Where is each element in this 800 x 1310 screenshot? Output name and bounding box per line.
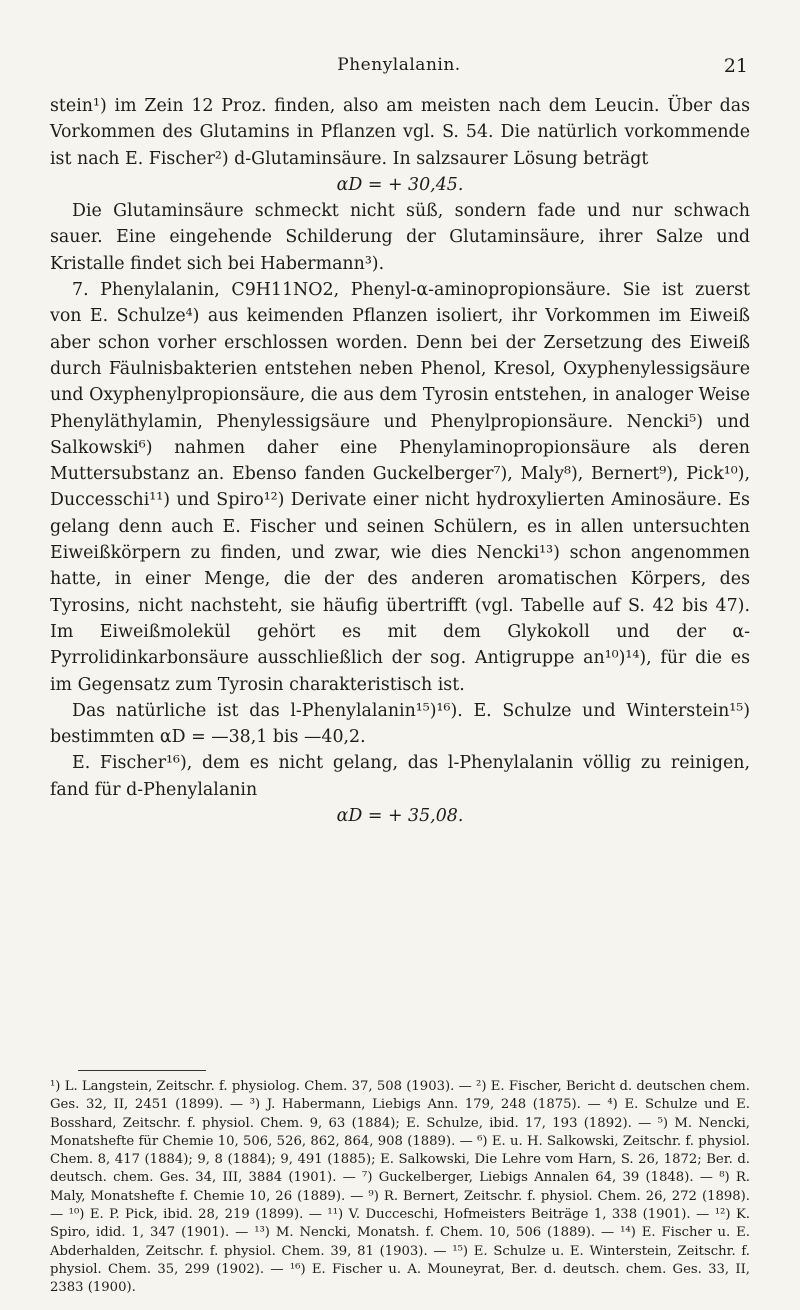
paragraph-5: E. Fischer¹⁶), dem es nicht gelang, das l-Phenylalanin völlig zu reinigen, fand für d-Phenylalanin (50, 753, 750, 800)
body-text (50, 93, 750, 829)
paragraph-2: Die Glutaminsäure schmeckt nicht süß, sondern fade und nur schwach sauer. Eine eingehende Schilderung der Glutaminsäure, ihrer Salze und Kristalle findet sich bei Habermann³). (50, 201, 750, 274)
footnote-divider (78, 1070, 206, 1071)
paragraph-1: stein¹) im Zein 12 Proz. finden, also am meisten nach dem Leucin. Über das Vorkommen des Glutamins in Pflanzen vgl. S. 54. Die natürlich vorkommende ist nach E. Fischer²) d-Glutaminsäure. In salzsaurer Lösung beträgt (50, 96, 750, 169)
page-number: 21 (723, 55, 748, 77)
footnote-block: ¹) L. Langstein, Zeitschr. f. physiolog. Chem. 37, 508 (1903). — ²) E. Fischer, Bericht d. deutschen chem. Ges. 32, II, 2451 (1899). — ³) J. Habermann, Liebigs Ann. 179, 248 (1875). — ⁴) E. Schulze und E. Bosshard, Zeitschr. f. physiol. Chem. 9, 63 (1884); E. Schulze, ibid. 17, 193 (1892). — ⁵) M. Nencki, Monatshefte für Chemie 10, 506, 526, 862, 864, 908 (1889). — ⁶) E. u. H. Salkowski, Zeitschr. f. physiol. Chem. 8, 417 (1884); 9, 8 (1884); 9, 491 (1885); E. Salkowski, Die Lehre vom Harn, S. 26, 1872; Ber. d. deutsch. chem. Ges. 34, III, 3884 (1901). — ⁷) Guckelberger, Liebigs Annalen 64, 39 (1848). — ⁸) R. Maly, Monatshefte f. Chemie 10, 26 (1889). — ⁹) R. Bernert, Zeitschr. f. physiol. Chem. 26, 272 (1898). — ¹⁰) E. P. Pick, ibid. 28, 219 (1899). — ¹¹) V. Ducceschi, Hofmeisters Beiträge 1, 338 (1901). — ¹²) K. Spiro, idid. 1, 347 (1901). — ¹³) M. Nencki, Monatsh. f. Chem. 10, 506 (1889). — ¹⁴) E. Fischer u. E. Abderhalden, Zeitschr. f. physiol. Chem. 39, 81 (1903). — ¹⁵) E. Schulze u. E. Winterstein, Zeitschr. f. physiol. Chem. 35, 299 (1902). — ¹⁶) E. Fischer u. A. Mouneyrat, Ber. d. deutsch. chem. Ges. 33, II, 2383 (1900). (50, 1079, 750, 1296)
formula-glutamic-rotation: αD = + 30,45. (336, 174, 464, 195)
page-header (50, 55, 748, 85)
footnotes (50, 1078, 750, 1298)
running-title: Phenylalanin. (337, 55, 461, 75)
formula-phenylalanin-rotation: αD = + 35,08. (336, 806, 464, 827)
paragraph-phenylalanin: 7. Phenylalanin, C9H11NO2, Phenyl-α-aminopropionsäure. Sie ist zuerst von E. Schulze⁴) aus keimenden Pflanzen isoliert, ihr Vorkommen im Eiweiß aber schon vorher erschlossen worden. Denn bei der Zersetzung des Eiweiß durch Fäulnisbakterien entstehen neben Phenol, Kresol, Oxyphenylessigsäure und Oxyphenylpropionsäure, die aus dem Tyrosin entstehen, in analoger Weise Phenyläthylamin, Phenylessigsäure und Phenylpropionsäure. Nencki⁵) und Salkowski⁶) nahmen daher eine Phenylaminopropionsäure als deren Muttersubstanz an. Ebenso fanden Guckelberger⁷), Maly⁸), Bernert⁹), Pick¹⁰), Duccesschi¹¹) und Spiro¹²) Derivate einer nicht hydroxylierten Aminosäure. Es gelang denn auch E. Fischer und seinen Schülern, es in allen untersuchten Eiweißkörpern zu finden, und zwar, wie dies Nencki¹³) schon angenommen hatte, in einer Menge, die der des anderen aromatischen Körpers, des Tyrosins, nicht nachsteht, sie häufig übertrifft (vgl. Tabelle auf S. 42 bis 47). Im Eiweißmolekül gehört es mit dem Glykokoll und der α-Pyrrolidinkarbonsäure ausschließlich der sog. Antigruppe an¹⁰)¹⁴), für die es im Gegensatz zum Tyrosin charakteristisch ist. (50, 280, 750, 695)
paragraph-4: Das natürliche ist das l-Phenylalanin¹⁵)¹⁶). E. Schulze und Winterstein¹⁵) bestimmten αD = —38,1 bis —40,2. (50, 700, 750, 748)
